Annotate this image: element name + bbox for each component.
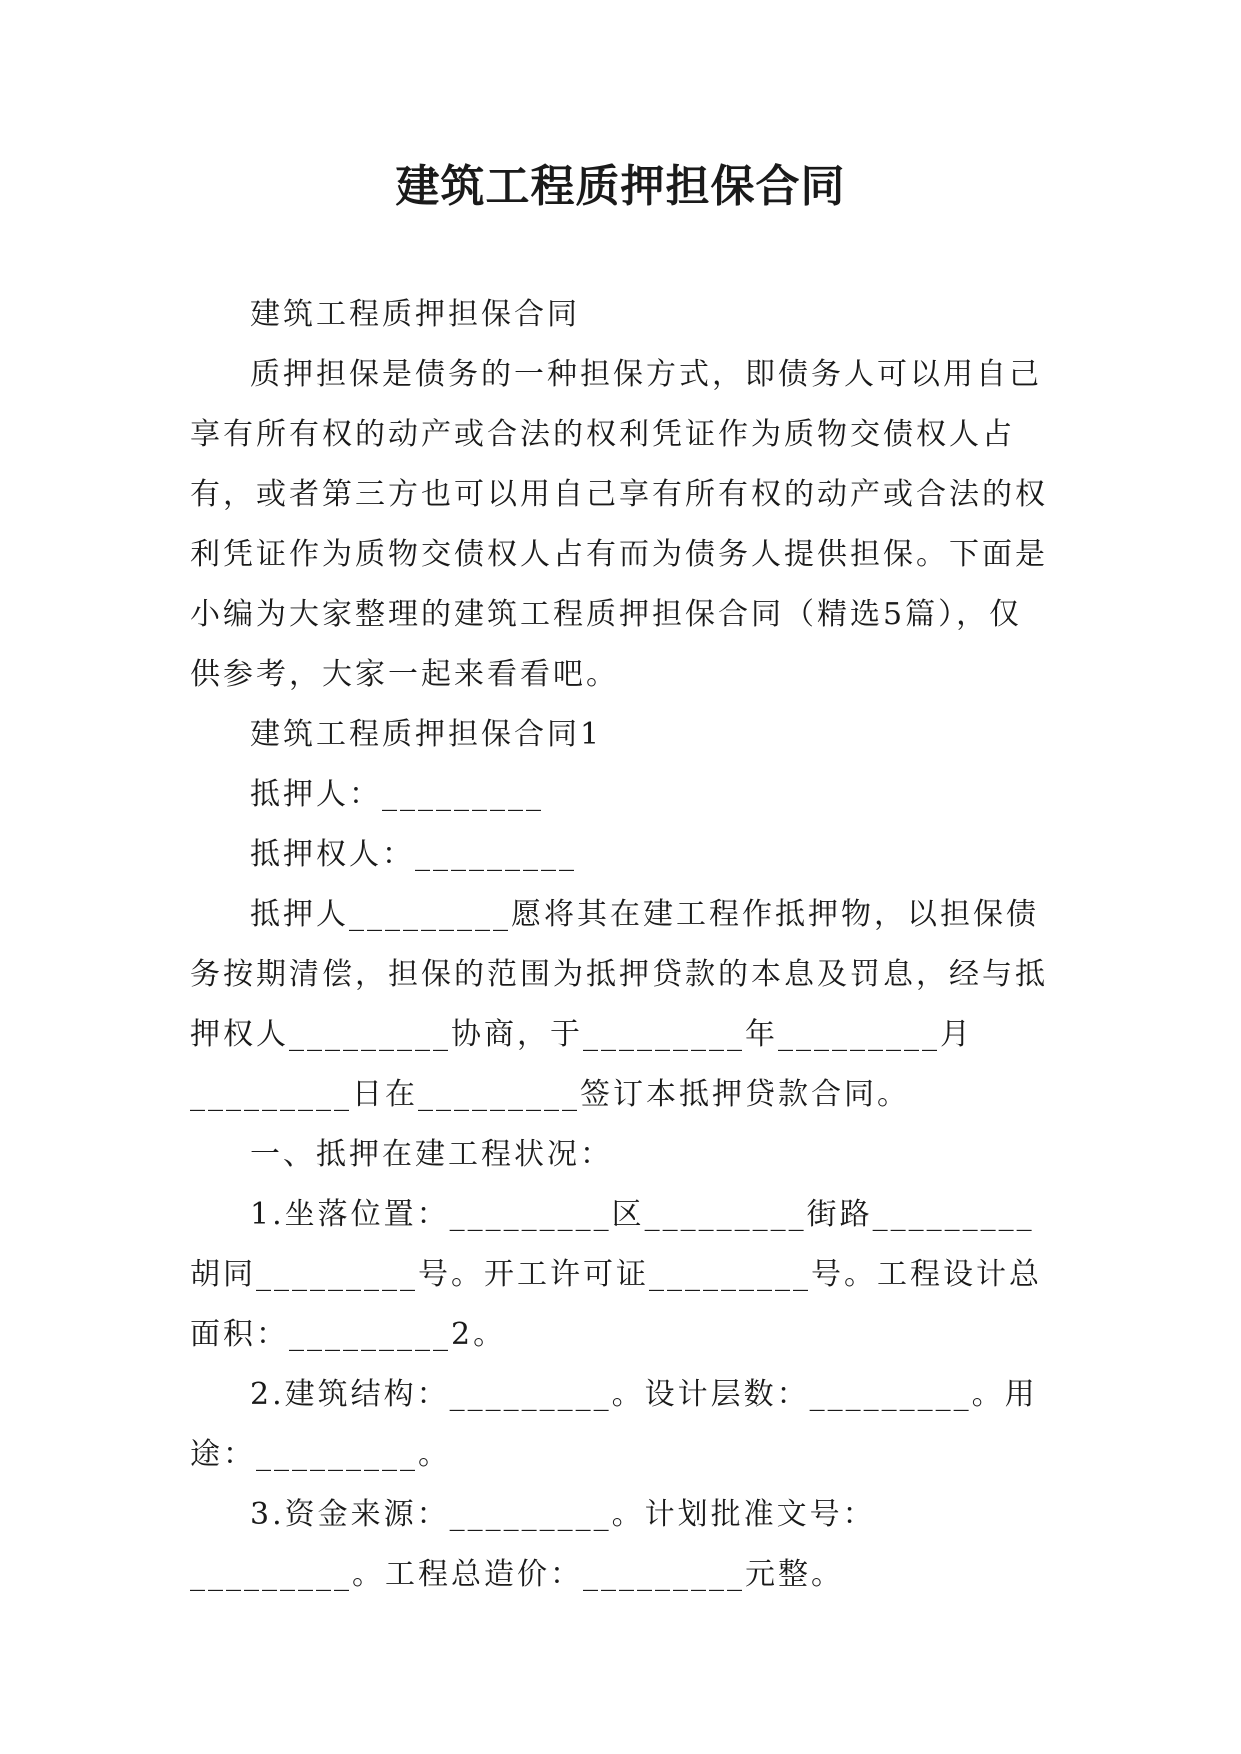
document-body — [190, 285, 1050, 1605]
clause-structure: 2.建筑结构：_________。设计层数：_________。用途：_________。 — [190, 1377, 1038, 1472]
paragraph-intro: 质押担保是债务的一种担保方式，即债务人可以用自己享有所有权的动产或合法的权利凭证作为质物交债权人占有，或者第三方也可以用自己享有所有权的动产或合法的权利凭证作为质物交债权人占有而为债务人提供担保。下面是小编为大家整理的建筑工程质押担保合同（精选5篇），仅供参考，大家一起来看看吧。 — [190, 357, 1048, 692]
paragraph-heading: 建筑工程质押担保合同 — [250, 297, 580, 332]
paragraph-agreement: 抵押人_________愿将其在建工程作抵押物，以担保债务按期清偿，担保的范围为抵押贷款的本息及罚息，经与抵押权人_________协商，于_________年_________月_________日在_________签订本抵押贷款合同。 — [190, 897, 1048, 1112]
clause-location: 1.坐落位置：_________区_________街路_________胡同_________号。开工许可证_________号。工程设计总面积：_________2。 — [190, 1197, 1042, 1352]
clause-funding: 3.资金来源：_________。计划批准文号：_________。工程总造价：_________元整。 — [190, 1497, 876, 1592]
paragraph-contract-title: 建筑工程质押担保合同1 — [250, 717, 603, 752]
document-title: 建筑工程质押担保合同 — [395, 161, 846, 212]
paragraph-mortgagee: 抵押权人：_________ — [250, 837, 577, 872]
paragraph-mortgagor: 抵押人：_________ — [250, 777, 544, 812]
section-heading-project-status: 一、抵押在建工程状况： — [250, 1137, 613, 1172]
